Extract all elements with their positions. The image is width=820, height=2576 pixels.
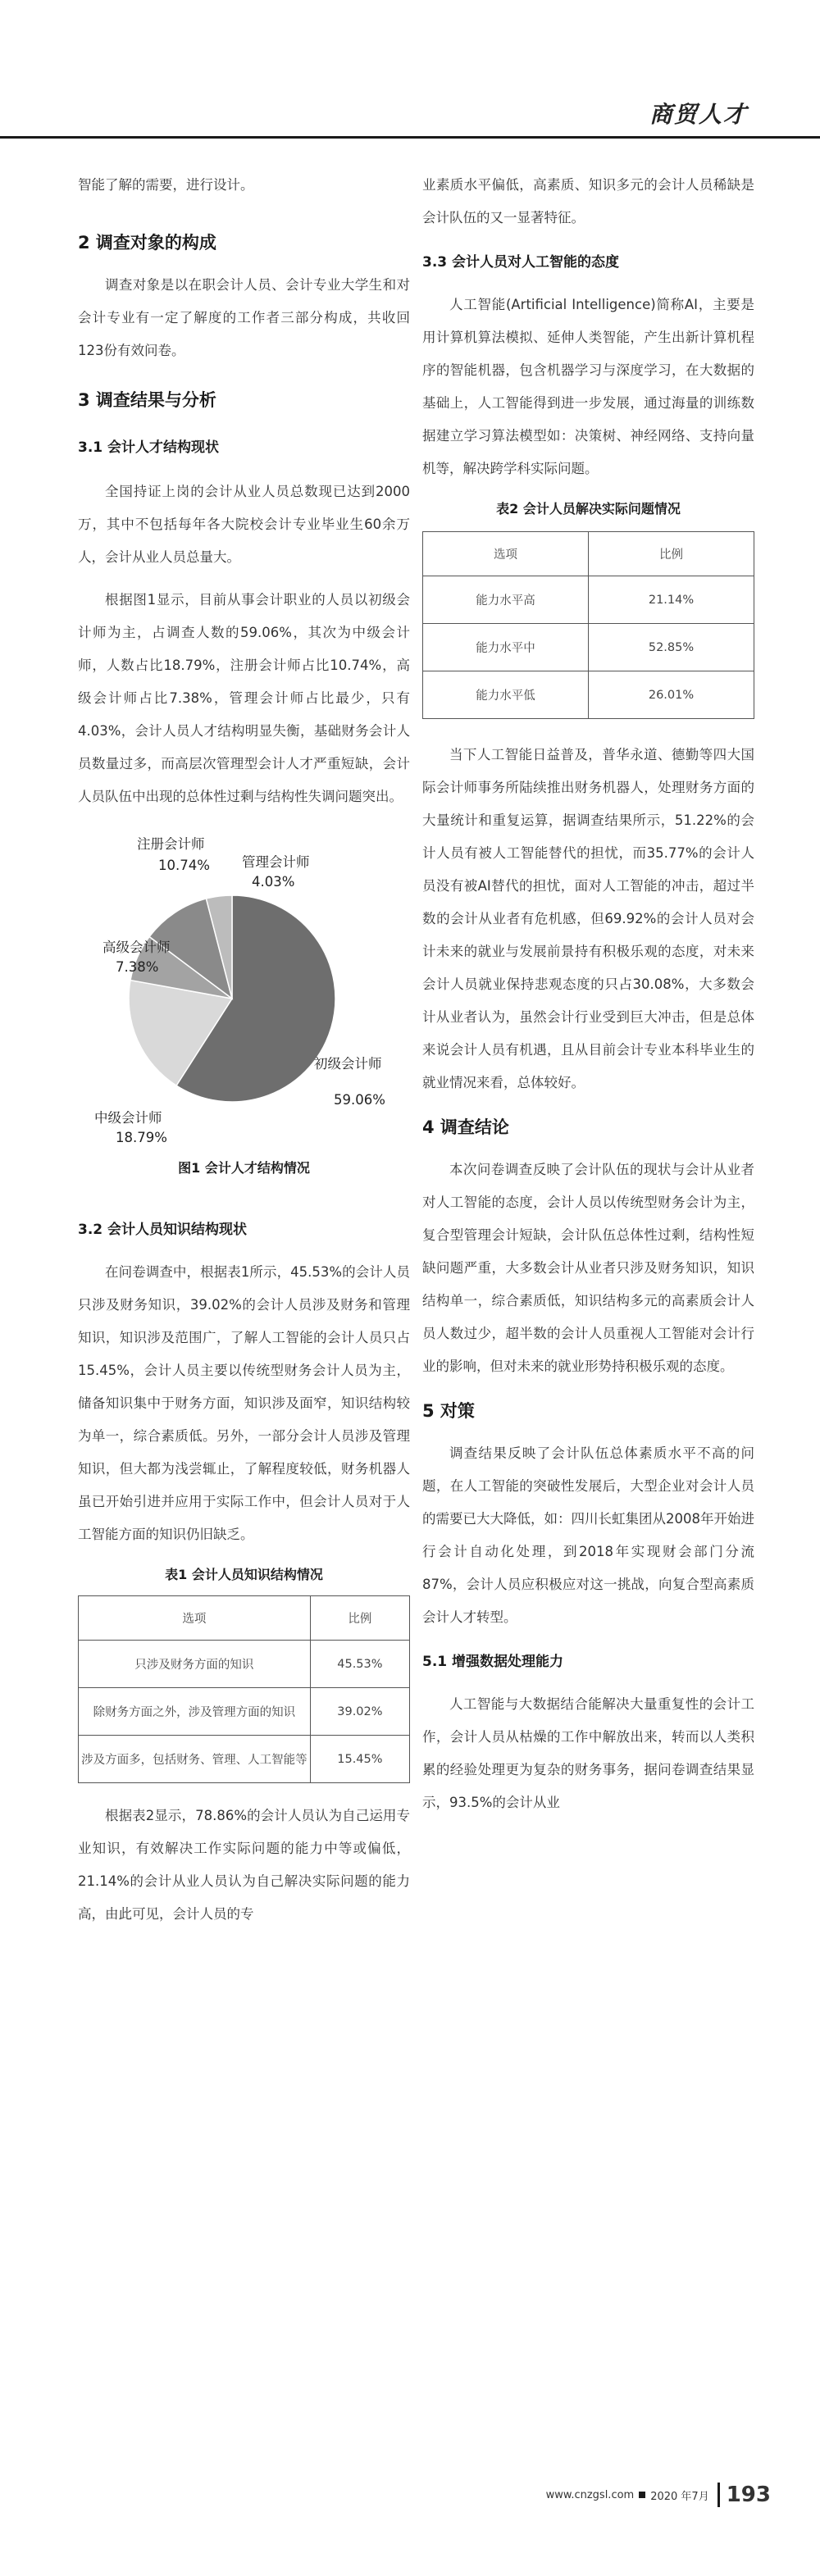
section-3-2-heading: 3.2 会计人员知识结构现状 xyxy=(78,1222,248,1238)
table-1-header-option: 选项 xyxy=(79,1596,311,1641)
table-cell: 45.53% xyxy=(310,1641,409,1688)
pie-chart xyxy=(78,820,410,1205)
table-2-header-option: 选项 xyxy=(423,532,589,576)
section-3-heading: 3 调查结果与分析 xyxy=(78,390,216,410)
section-3-1-heading: 3.1 会计人才结构现状 xyxy=(78,439,220,456)
label-mid-name: 中级会计师 xyxy=(94,1110,162,1126)
table-cell: 能力水平中 xyxy=(423,624,589,671)
table-cell: 52.85% xyxy=(589,624,754,671)
section-3-1-paragraph-b: 根据图1显示，目前从事会计职业的人员以初级会计师为主，占调查人数的59.06%，其次为中级会计师，人数占比18.79%，注册会计师占比10.74%，高级会计师占比7.38%，管理会计师占比最少，只有4.03%，会计人员人才结构明显失衡，基础财务会计人员数量过多，而高层次管理型会计人才严重短缺，会计人员队伍中出现的总体性过剩与结构性失调问题突出。 xyxy=(78,592,410,804)
table-row xyxy=(79,1641,410,1688)
section-5-paragraph: 调查结果反映了会计队伍总体素质水平不高的问题，在人工智能的突破性发展后，大型企业对会计人员的需要已大大降低，如：四川长虹集团从2008年开始进行会计自动化处理，到2018年实现财会部门分流87%，会计人员应积极应对这一挑战，向复合型高素质会计人才转型。 xyxy=(422,1445,754,1625)
table-cell: 只涉及财务方面的知识 xyxy=(79,1641,311,1688)
section-5-heading: 5 对策 xyxy=(422,1401,475,1421)
section-3-2-paragraph: 在问卷调查中，根据表1所示，45.53%的会计人员只涉及财务知识，39.02%的会计人员涉及财务和管理知识，知识涉及范围广，了解人工智能的会计人员只占15.45%，会计人员主要以传统型财务会计人员为主，储备知识集中于财务方面，知识涉及面窄，知识结构较为单一，综合素质低。另外，一部分会计人员涉及管理知识，但大都为浅尝辄止，了解程度较低，财务机器人虽已开始引进并应用于实际工作中，但会计人员对于人工智能方面的知识仍旧缺乏。 xyxy=(78,1264,410,1542)
table-2-header-ratio: 比例 xyxy=(589,532,754,576)
journal-brand: 商贸人才 xyxy=(649,101,748,128)
footer-url: www.cnzgsl.com xyxy=(545,2488,635,2501)
section-3-3-heading: 3.3 会计人员对人工智能的态度 xyxy=(422,254,620,271)
label-senior-value: 7.38% xyxy=(116,959,159,975)
section-3-3-paragraph: 人工智能(Artificial Intelligence)简称AI，主要是用计算机算法模拟、延伸人类智能，产生出新计算机程序的智能机器，包含机器学习与深度学习，在大数据的基础上，人工智能得到进一步发展，通过海量的训练数据建立学习算法模型如：决策树、神经网络、支持向量机等，解决跨学科实际问题。 xyxy=(422,297,754,476)
table-2-caption: 表2 会计人员解决实际问题情况 xyxy=(496,501,681,517)
table-row xyxy=(79,1688,410,1736)
continued-paragraph: 业素质水平偏低，高素质、知识多元的会计人员稀缺是会计队伍的又一显著特征。 xyxy=(422,177,754,225)
section-2-heading: 2 调查对象的构成 xyxy=(78,233,216,253)
section-4-heading: 4 调查结论 xyxy=(422,1117,509,1137)
label-junior-name: 初级会计师 xyxy=(314,1056,382,1072)
label-cpa-value: 10.74% xyxy=(158,858,210,873)
section-5-1-heading: 5.1 增强数据处理能力 xyxy=(422,1654,564,1670)
label-senior-name: 高级会计师 xyxy=(102,940,171,955)
footer-issue: 2020 年7月 xyxy=(650,2490,709,2503)
table-cell: 21.14% xyxy=(589,576,754,624)
table-cell: 能力水平低 xyxy=(423,671,589,719)
table-cell: 15.45% xyxy=(310,1736,409,1783)
right-column xyxy=(422,164,754,1819)
table-row xyxy=(79,1736,410,1783)
table-1 xyxy=(78,1595,410,1783)
intro-paragraph: 智能了解的需要，进行设计。 xyxy=(78,177,254,193)
table-cell: 除财务方面之外，涉及管理方面的知识 xyxy=(79,1688,311,1736)
section-4-paragraph: 本次问卷调查反映了会计队伍的现状与会计从业者对人工智能的态度，会计人员以传统型财务会计为主，复合型管理会计短缺，会计队伍总体性过剩，结构性短缺问题严重，大多数会计从业者只涉及财务知识，知识结构单一，综合素质低，知识结构多元的高素质会计人员人数过少，超半数的会计人员重视人工智能对会计行业的影响，但对未来的就业形势持积极乐观的态度。 xyxy=(422,1162,754,1374)
section-2-paragraph: 调查对象是以在职会计人员、会计专业大学生和对会计专业有一定了解度的工作者三部分构成，共收回123份有效问卷。 xyxy=(78,277,410,358)
figure-1-caption: 图1 会计人才结构情况 xyxy=(178,1160,310,1176)
table-2 xyxy=(422,531,754,719)
label-mid-value: 18.79% xyxy=(116,1130,167,1145)
table-row xyxy=(423,576,754,624)
footer-square-icon xyxy=(639,2492,645,2498)
section-3-1-paragraph-a: 全国持证上岗的会计从业人员总数现已达到2000万，其中不包括每年各大院校会计专业毕业生60余万人，会计从业人员总量大。 xyxy=(78,484,410,565)
table-1-caption: 表1 会计人员知识结构情况 xyxy=(165,1567,323,1582)
table-cell: 26.01% xyxy=(589,671,754,719)
section-5-1-paragraph: 人工智能与大数据结合能解决大量重复性的会计工作，会计人员从枯燥的工作中解放出来，转而以人类积累的经验处理更为复杂的财务事务，据问卷调查结果显示，93.5%的会计从业 xyxy=(422,1696,754,1810)
section-3-3-paragraph-b: 当下人工智能日益普及，普华永道、德勤等四大国际会计师事务所陆续推出财务机器人，处理财务方面的大量统计和重复运算，据调查结果所示，51.22%的会计人员有被人工智能替代的担忧，而35.77%的会计人员没有被AI替代的担忧，面对人工智能的冲击，超过半数的会计从业者有危机感，但69.92%的会计人员对会计未来的就业与发展前景持有积极乐观的态度，对未来会计人员就业保持悲观态度的只占30.08%，大多数会计从业者认为，虽然会计行业受到巨大冲击，但是总体来说会计人员有机遇，且从目前会计专业本科毕业生的就业情况来看，总体较好。 xyxy=(422,747,754,1090)
table-1-header-ratio: 比例 xyxy=(310,1596,409,1641)
page-number: 193 xyxy=(718,2483,771,2507)
table-cell: 能力水平高 xyxy=(423,576,589,624)
page-footer xyxy=(546,2483,771,2507)
table-row xyxy=(423,671,754,719)
label-cpa-name: 注册会计师 xyxy=(137,836,205,852)
table-cell: 39.02% xyxy=(310,1688,409,1736)
table-row xyxy=(423,624,754,671)
label-junior-value: 59.06% xyxy=(334,1092,385,1108)
left-column xyxy=(78,164,410,1931)
table-cell: 涉及方面多，包括财务、管理、人工智能等 xyxy=(79,1736,311,1783)
header-rule xyxy=(0,136,820,139)
label-mgmt-value: 4.03% xyxy=(252,874,295,890)
closing-paragraph-left: 根据表2显示，78.86%的会计人员认为自己运用专业知识，有效解决工作实际问题的能力中等或偏低，21.14%的会计从业人员认为自己解决实际问题的能力高，由此可见，会计人员的专 xyxy=(78,1808,410,1922)
label-mgmt-name: 管理会计师 xyxy=(242,854,310,870)
